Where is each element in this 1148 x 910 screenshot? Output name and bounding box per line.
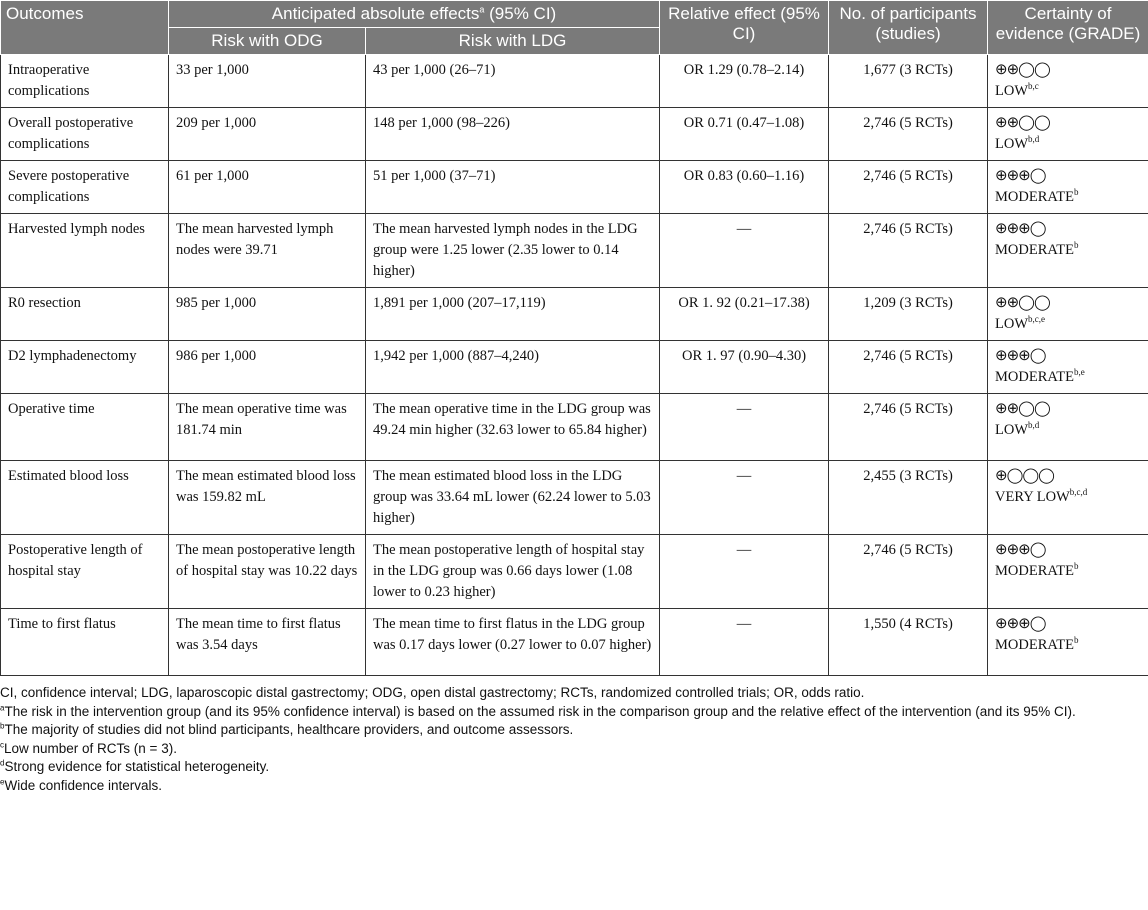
certainty-label: MODERATE [995,189,1074,205]
header-anticipated [169,1,660,28]
cell-relative-effect: OR 1. 97 (0.90–4.30) [660,341,829,394]
certainty-label: LOW [995,422,1029,438]
cell-risk-odg: The mean time to first flatus was 3.54 days [169,609,366,676]
cell-outcome: Harvested lymph nodes [1,214,169,288]
footnotes [0,676,1148,795]
certainty-level [995,635,1141,656]
cell-outcome: Operative time [1,394,169,461]
cell-relative-effect: — [660,535,829,609]
footnote-text: Wide confidence intervals. [4,777,163,793]
certainty-level [995,134,1141,155]
table-header [1,1,1148,55]
certainty-symbols: ⊕⊕⊕◯ [995,348,1046,364]
cell-certainty [988,535,1148,609]
header-certainty: Certainty of evidence (GRADE) [988,1,1148,55]
cell-participants: 2,455 (3 RCTs) [829,461,988,535]
cell-participants: 2,746 (5 RCTs) [829,535,988,609]
certainty-footnote-marks: b [1073,187,1079,198]
cell-relative-effect: OR 0.71 (0.47–1.08) [660,108,829,161]
cell-participants: 2,746 (5 RCTs) [829,214,988,288]
certainty-footnote-marks: b,c,d [1069,487,1088,498]
cell-outcome: Postoperative length of hospital stay [1,535,169,609]
cell-risk-ldg: 1,942 per 1,000 (887–4,240) [366,341,660,394]
footnote-text: The majority of studies did not blind participants, healthcare providers, and outcome assessors. [4,722,574,737]
footnote-text: The risk in the intervention group (and its 95% confidence interval) is based on the assumed risk in the comparison group and the relative effect of the intervention (and its 95% CI). [4,703,1076,719]
cell-risk-ldg: The mean harvested lymph nodes in the LDG group were 1.25 lower (2.35 lower to 0.14 higher) [366,214,660,288]
certainty-label: MODERATE [995,242,1074,258]
header-outcomes: Outcomes [1,1,169,55]
footnote-text: Strong evidence for statistical heterogeneity. [4,759,270,774]
certainty-symbols: ⊕⊕◯◯ [995,62,1050,78]
footnote-abbreviations: CI, confidence interval; LDG, laparoscopic distal gastrectomy; ODG, open distal gastrectomy; RCTs, randomized controlled trials; OR, odds ratio. [0,685,865,700]
cell-certainty [988,161,1148,214]
certainty-label: MODERATE [995,637,1074,653]
certainty-symbols: ⊕◯◯◯ [995,468,1054,484]
cell-outcome: Estimated blood loss [1,461,169,535]
certainty-footnote-marks: b,c,e [1028,314,1046,325]
header-anticipated-ci: (95% CI) [484,4,557,23]
footnote-mark: a [0,703,5,712]
certainty-level [995,420,1141,441]
cell-outcome: Intraoperative complications [1,55,169,108]
cell-risk-ldg: 51 per 1,000 (37–71) [366,161,660,214]
table-row [1,161,1148,214]
cell-certainty [988,55,1148,108]
cell-certainty [988,461,1148,535]
cell-risk-ldg: The mean operative time in the LDG group was 49.24 min higher (32.63 lower to 65.84 higher) [366,394,660,461]
certainty-label: LOW [995,316,1029,332]
table-row [1,535,1148,609]
cell-risk-ldg: The mean time to first flatus in the LDG group was 0.17 days lower (0.27 lower to 0.07 higher) [366,609,660,676]
cell-risk-ldg: 43 per 1,000 (26–71) [366,55,660,108]
certainty-symbols: ⊕⊕⊕◯ [995,616,1046,632]
certainty-label: MODERATE [995,563,1074,579]
cell-certainty [988,288,1148,341]
cell-risk-odg: 986 per 1,000 [169,341,366,394]
footnote-a [0,703,1148,722]
footnote-d [0,758,1148,777]
footnote-mark: d [0,758,5,768]
cell-risk-odg: The mean postoperative length of hospital stay was 10.22 days [169,535,366,609]
cell-outcome: D2 lymphadenectomy [1,341,169,394]
header-risk-odg: Risk with ODG [169,28,366,55]
cell-risk-odg: The mean estimated blood loss was 159.82 mL [169,461,366,535]
cell-relative-effect: OR 1. 92 (0.21–17.38) [660,288,829,341]
header-participants: No. of participants (studies) [829,1,988,55]
certainty-label: VERY LOW [995,489,1070,505]
certainty-footnote-marks: b,e [1073,367,1085,378]
cell-participants: 1,209 (3 RCTs) [829,288,988,341]
cell-risk-ldg: The mean estimated blood loss in the LDG group was 33.64 mL lower (62.24 lower to 5.03 higher) [366,461,660,535]
header-risk-ldg: Risk with LDG [366,28,660,55]
footnote-text: Low number of RCTs (n = 3). [4,740,177,756]
cell-outcome: Severe postoperative complications [1,161,169,214]
table-row [1,288,1148,341]
cell-certainty [988,214,1148,288]
certainty-footnote-marks: b [1073,561,1079,572]
certainty-label: MODERATE [995,369,1074,385]
footnote-e [0,777,1148,796]
cell-certainty [988,394,1148,461]
certainty-footnote-marks: b [1073,635,1079,646]
certainty-symbols: ⊕⊕⊕◯ [995,168,1046,184]
cell-relative-effect: — [660,394,829,461]
cell-risk-ldg: 148 per 1,000 (98–226) [366,108,660,161]
footnote-mark: c [0,740,4,749]
header-anticipated-label: Anticipated absolute effects [271,4,480,23]
cell-participants: 1,677 (3 RCTs) [829,55,988,108]
certainty-level [995,487,1141,508]
certainty-symbols: ⊕⊕◯◯ [995,295,1050,311]
cell-certainty [988,108,1148,161]
cell-risk-odg: The mean operative time was 181.74 min [169,394,366,461]
table-row [1,461,1148,535]
certainty-symbols: ⊕⊕⊕◯ [995,221,1046,237]
cell-participants: 2,746 (5 RCTs) [829,394,988,461]
cell-relative-effect: OR 1.29 (0.78–2.14) [660,55,829,108]
certainty-footnote-marks: b,d [1028,420,1040,431]
cell-risk-odg: 33 per 1,000 [169,55,366,108]
certainty-level [995,240,1141,261]
table-row [1,609,1148,676]
cell-relative-effect: — [660,214,829,288]
cell-risk-odg: The mean harvested lymph nodes were 39.71 [169,214,366,288]
cell-outcome: Time to first flatus [1,609,169,676]
footnote-mark: e [0,777,5,786]
table-row [1,108,1148,161]
table-row [1,55,1148,108]
footnote-mark: b [0,721,5,731]
cell-participants: 2,746 (5 RCTs) [829,341,988,394]
footnote-c [0,740,1148,759]
header-relative-effect: Relative effect (95% CI) [660,1,829,55]
certainty-level [995,561,1141,582]
cell-certainty [988,341,1148,394]
cell-outcome: Overall postoperative complications [1,108,169,161]
certainty-footnote-marks: b,d [1028,134,1040,145]
certainty-level [995,81,1141,102]
table-body [1,55,1148,676]
certainty-level [995,187,1141,208]
certainty-symbols: ⊕⊕◯◯ [995,401,1050,417]
cell-risk-odg: 61 per 1,000 [169,161,366,214]
header-anticipated-footnote-mark: a [479,4,485,15]
footnote-b [0,721,1148,740]
certainty-footnote-marks: b,c [1028,81,1039,92]
cell-participants: 2,746 (5 RCTs) [829,108,988,161]
table-row [1,394,1148,461]
cell-certainty [988,609,1148,676]
certainty-label: LOW [995,136,1029,152]
certainty-level [995,314,1141,335]
cell-relative-effect: — [660,461,829,535]
cell-participants: 2,746 (5 RCTs) [829,161,988,214]
certainty-label: LOW [995,83,1029,99]
cell-risk-ldg: 1,891 per 1,000 (207–17,119) [366,288,660,341]
cell-relative-effect: OR 0.83 (0.60–1.16) [660,161,829,214]
cell-risk-odg: 985 per 1,000 [169,288,366,341]
certainty-symbols: ⊕⊕⊕◯ [995,542,1046,558]
cell-risk-ldg: The mean postoperative length of hospital stay in the LDG group was 0.66 days lower (1.08 lower to 0.23 higher) [366,535,660,609]
cell-outcome: R0 resection [1,288,169,341]
cell-relative-effect: — [660,609,829,676]
cell-participants: 1,550 (4 RCTs) [829,609,988,676]
table-row [1,341,1148,394]
table-row [1,214,1148,288]
certainty-symbols: ⊕⊕◯◯ [995,115,1050,131]
certainty-footnote-marks: b [1073,240,1079,251]
certainty-level [995,367,1141,388]
cell-risk-odg: 209 per 1,000 [169,108,366,161]
